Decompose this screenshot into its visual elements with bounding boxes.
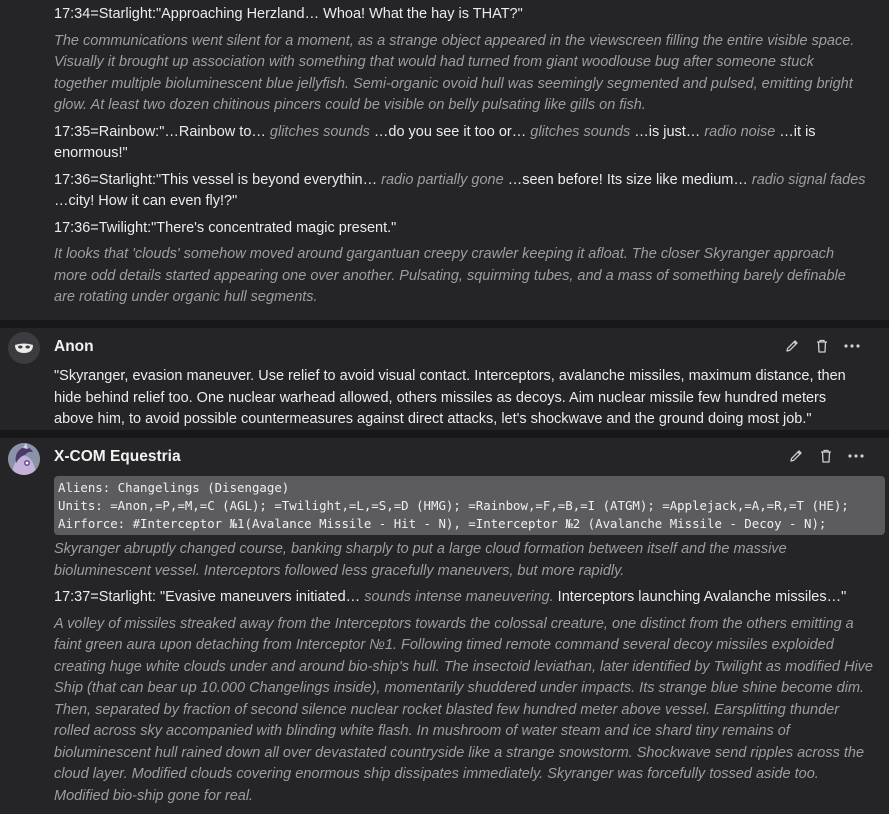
italic-text: radio noise (704, 123, 776, 140)
message-actions (787, 447, 865, 465)
message-text: …do you see it too or… (369, 123, 531, 140)
code-line: Aliens: Changelings (Disengage) (58, 480, 290, 495)
message-line (54, 614, 873, 808)
italic-text: sounds intense maneuvering. (364, 589, 554, 605)
pencil-icon[interactable] (783, 337, 801, 355)
avatar[interactable] (8, 332, 40, 364)
avatar[interactable] (8, 443, 40, 475)
message-text: 17:36=Starlight:"This vessel is beyond everythin… (54, 171, 382, 188)
message-header (54, 438, 873, 476)
message-text: "Skyranger, evasion maneuver. Use relief to avoid visual contact. Interceptors, avalanche missiles, maximum distance, then hide behind relief too. One nuclear warhead allowed, others missiles as decoys. Aim nuclear missile few hundred meters above him, to avoid possible countermeasures against direct attacks, let's shockwave and the ground doing most job." (54, 368, 846, 427)
code-line: Airforce: #Interceptor №1(Avalance Missile - Hit - N), =Interceptor №2 (Avalanche Missile - Decoy - N); (58, 516, 827, 531)
message-text: 17:35=Rainbow:"…Rainbow to… (54, 123, 270, 140)
message-text: …it is enormous!" (54, 123, 816, 161)
italic-text: radio signal fades (751, 171, 866, 188)
italic-text: glitches sounds (530, 123, 631, 140)
message-line (54, 218, 869, 240)
message-line (54, 122, 869, 165)
message-line (54, 587, 873, 609)
message-xcom (0, 438, 889, 814)
message-text: …city! How it can even fly!?" (54, 193, 238, 209)
message-text: 17:36=Twilight:"There's concentrated magic present." (54, 219, 397, 236)
message-text: Interceptors launching Avalanche missiles…" (553, 589, 847, 605)
pencil-icon[interactable] (787, 447, 805, 465)
italic-text: It looks that 'clouds' somehow moved around gargantuan creepy crawler keeping it afloat. The closer Skyranger approach more odd details started appearing one over another. Pulsating, squirming tubes, and a mass of something barely definable are rotating under organic hull segments. (54, 246, 846, 305)
message-line (54, 539, 873, 582)
italic-text: glitches sounds (269, 123, 370, 140)
code-block (54, 476, 885, 535)
message-header (54, 328, 869, 366)
message-anon (0, 328, 889, 430)
message-line (54, 244, 869, 309)
message-line (54, 366, 869, 431)
code-line: Units: =Anon,=P,=M,=C (AGL); =Twilight,=L,=S,=D (HMG); =Rainbow,=F,=B,=I (ATGM); =Applejack,=A,=R,=T (HE); (58, 498, 849, 513)
message-line (54, 31, 869, 117)
message-actions (783, 337, 861, 355)
message-continuation (0, 0, 889, 320)
message-text: 17:37=Starlight: "Evasive maneuvers initiated… (54, 589, 365, 605)
italic-text: A volley of missiles streaked away from the Interceptors towards the colossal creature, one distinct from the others emitting a faint green aura upon detaching from Interceptor №1. Following timed remote command several decoy missiles exploided creating huge white clouds under and around bio-ship's hull. The insectoid leviathan, later identified by Twilight as modified Hive Ship (that can bear up 10.000 Changelings inside), momentarily shuddered under impacts. Its strange blue shine become dim. Then, separated by fraction of second silence nuclear rocket blasted few hundred meter above vessel. Earsplitting thunder rolled across sky accompanied with blinding white flash. In mushroom of water steam and ice shard tiny remains of bioluminescent hull rained down all over devastated countryside like a strange snowstorm. Shockwave send ripples across the cloud layer. Modified clouds covering enormous ship dissipates immediately. Skyranger was forcefully tossed aside too. Modified bio-ship gone for real. (54, 615, 873, 804)
author-name[interactable]: X-COM Equestria (54, 448, 181, 465)
ellipsis-icon[interactable] (847, 447, 865, 465)
message-text: 17:34=Starlight:"Approaching Herzland… Whoa! What the hay is THAT?" (54, 6, 523, 22)
italic-text: radio partially gone (381, 171, 504, 188)
message-line (54, 4, 869, 26)
italic-text: The communications went silent for a moment, as a strange object appeared in the viewscreen filling the entire visible space. Visually it brought up association with something that would had turned from giant woodlouse bug after someone stuck together multiple bioluminescent blue jellyfish. Semi-organic ovoid hull was seemingly segmented and pulsed, emitting bright glow. At least two dozen chitinous pincers could be visible on belly pulsating like gills on fish. (54, 32, 855, 113)
author-name[interactable]: Anon (54, 338, 94, 355)
ellipsis-icon[interactable] (843, 337, 861, 355)
italic-text: Skyranger abruptly changed course, banking sharply to put a large cloud formation between itself and the massive bioluminescent vessel. Interceptors followed less gracefully maneuvers, but more rapidly. (54, 541, 787, 579)
trash-icon[interactable] (813, 337, 831, 355)
message-text: …is just… (630, 123, 705, 140)
message-text: …seen before! Its size like medium… (503, 171, 752, 188)
trash-icon[interactable] (817, 447, 835, 465)
message-line (54, 170, 869, 213)
